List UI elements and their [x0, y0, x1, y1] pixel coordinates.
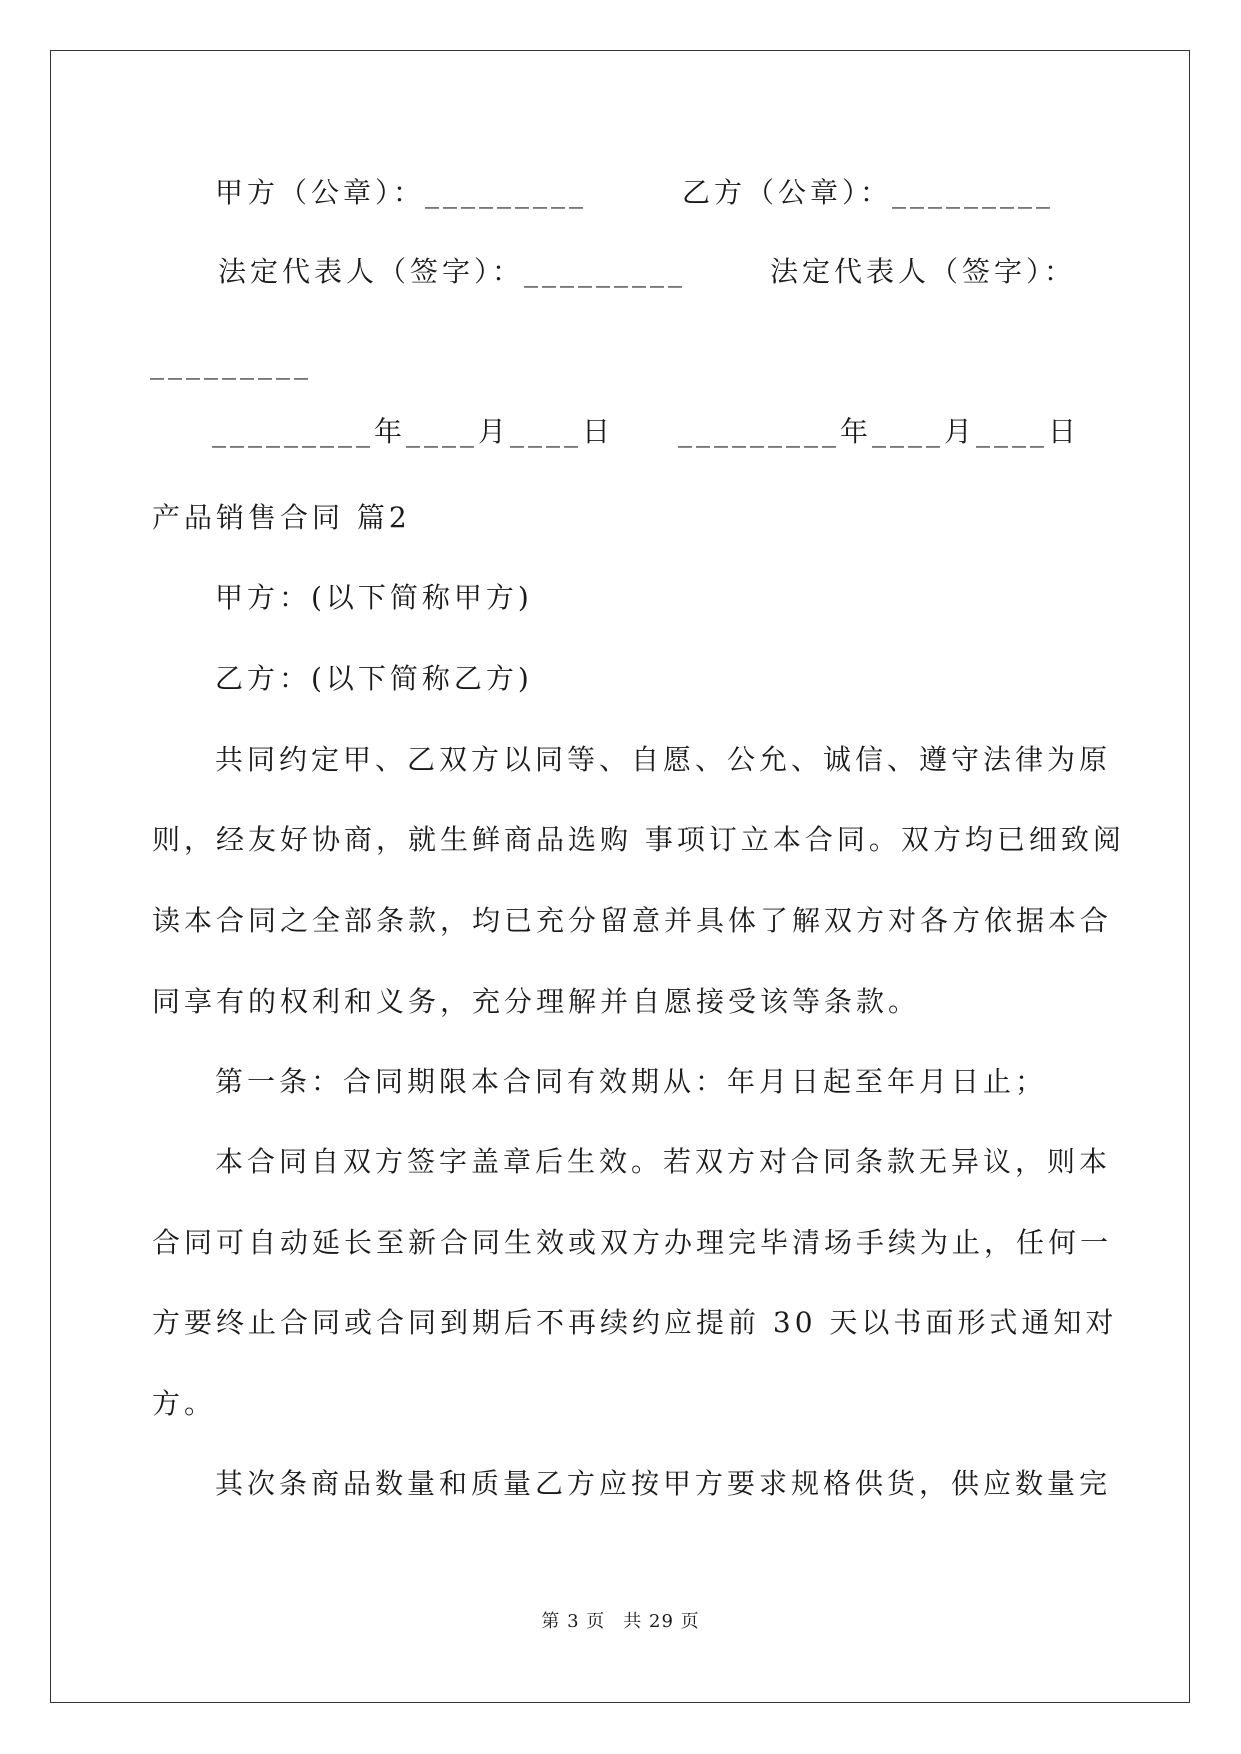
page-border: [50, 50, 1190, 1703]
paragraph-1-line: 则，经友好协商，就生鲜商品选购 事项订立本合同。双方均已细致阅: [152, 823, 1125, 856]
paragraph-2-line: 方。: [152, 1387, 217, 1420]
paragraph-1-line: 共同约定甲、乙双方以同等、自愿、公允、诚信、遵守法律为原: [215, 743, 1112, 776]
page-number: [0, 1607, 1241, 1633]
signature-party-b-representative-blank: _________: [150, 347, 312, 380]
signature-party-b-representative: 法定代表人（签字）：: [770, 255, 1077, 288]
date-party-b: _________年____月____日: [678, 415, 1081, 448]
party-b-line: 乙方：(以下简称乙方): [215, 662, 533, 695]
signature-party-b-seal: 乙方（公章）：_________: [682, 176, 1055, 209]
paragraph-2-line: 方要终止合同或合同到期后不再续约应提前 30 天以书面形式通知对: [152, 1306, 1118, 1339]
party-a-line: 甲方：(以下简称甲方): [215, 581, 533, 614]
paragraph-1-line: 读本合同之全部条款，均已充分留意并具体了解双方对各方依据本合: [152, 904, 1113, 937]
page-current: 第 3 页: [541, 1611, 606, 1632]
article-1: 第一条：合同期限本合同有效期从：年月日起至年月日止；: [215, 1065, 1048, 1098]
paragraph-2-line: 本合同自双方签字盖章后生效。若双方对合同条款无异议，则本: [215, 1145, 1112, 1178]
date-party-a: _________年____月____日: [212, 415, 615, 448]
page-total: 共 29 页: [623, 1611, 700, 1632]
section-heading: 产品销售合同 篇2: [152, 501, 411, 534]
paragraph-2-line: 合同可自动延长至新合同生效或双方办理完毕清场手续为止，任何一: [152, 1226, 1113, 1259]
signature-party-a-seal: 甲方（公章）：_________: [215, 176, 588, 209]
paragraph-1-line: 同享有的权利和义务，充分理解并自愿接受该等条款。: [152, 985, 921, 1018]
signature-party-a-representative: 法定代表人（签字）：_________: [218, 255, 687, 288]
article-2: 其次条商品数量和质量乙方应按甲方要求规格供货，供应数量完: [215, 1467, 1112, 1500]
